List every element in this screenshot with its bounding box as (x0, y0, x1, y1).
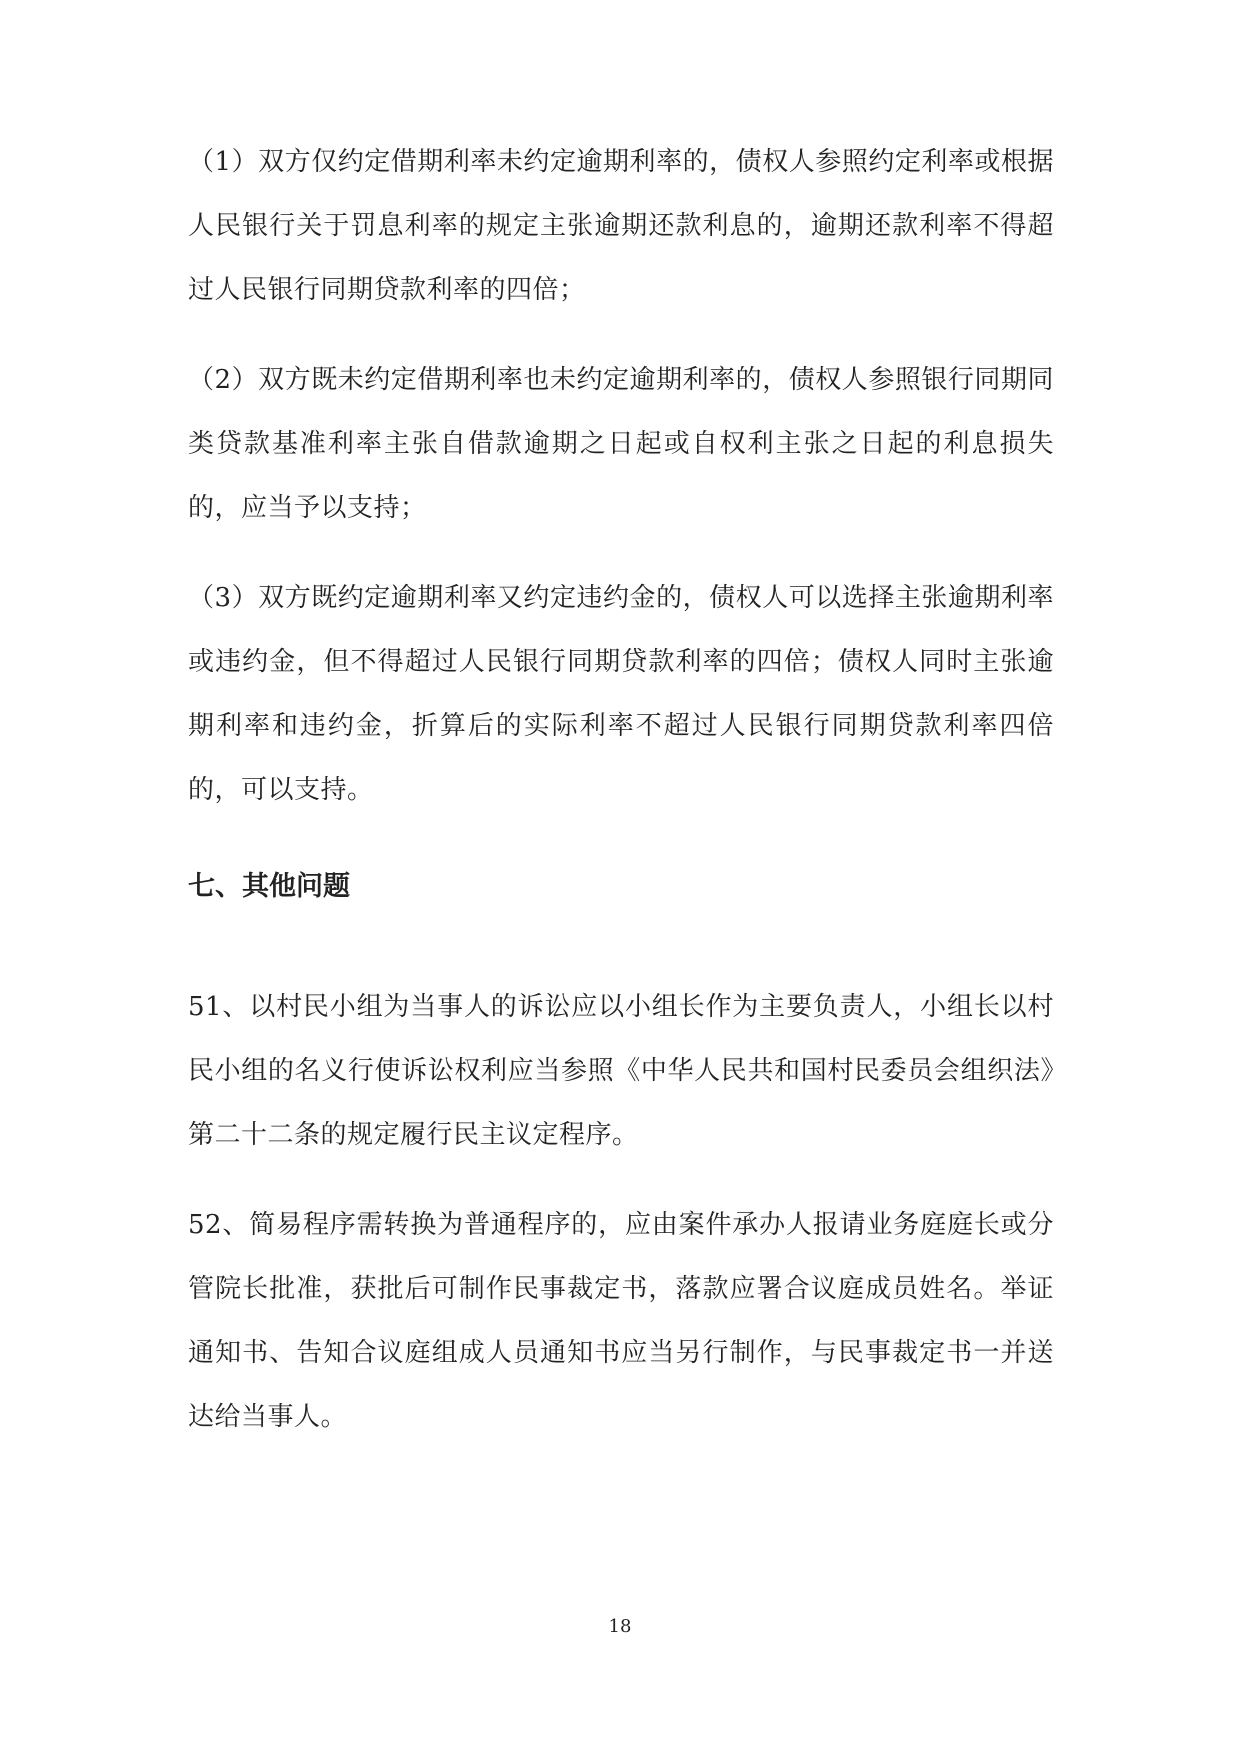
page-number: 18 (608, 1616, 632, 1637)
paragraph-interest-3: （3）双方既约定逾期利率又约定违约金的，债权人可以选择主张逾期利率或违约金，但不得超过人民银行同期贷款利率的四倍；债权人同时主张逾期利率和违约金，折算后的实际利率不超过人民银行同期贷款利率四倍的，可以支持。 (188, 583, 1054, 805)
paragraph-interest-2: （2）双方既未约定借期利率也未约定逾期利率的，债权人参照银行同期同类贷款基准利率主张自借款逾期之日起或自权利主张之日起的利息损失的，应当予以支持； (188, 365, 1054, 523)
section-heading: 七、其他问题 (188, 871, 350, 902)
item-52: 52、简易程序需转换为普通程序的，应由案件承办人报请业务庭庭长或分管院长批准，获批后可制作民事裁定书，落款应署合议庭成员姓名。举证通知书、告知合议庭组成人员通知书应当另行制作，与民事裁定书一并送达给当事人。 (188, 1210, 1054, 1432)
paragraph-interest-1: （1）双方仅约定借期利率未约定逾期利率的，债权人参照约定利率或根据人民银行关于罚息利率的规定主张逾期还款利息的，逾期还款利率不得超过人民银行同期贷款利率的四倍； (188, 147, 1054, 305)
item-51: 51、以村民小组为当事人的诉讼应以小组长作为主要负责人，小组长以村民小组的名义行使诉讼权利应当参照《中华人民共和国村民委员会组织法》第二十二条的规定履行民主议定程序。 (188, 992, 1054, 1150)
